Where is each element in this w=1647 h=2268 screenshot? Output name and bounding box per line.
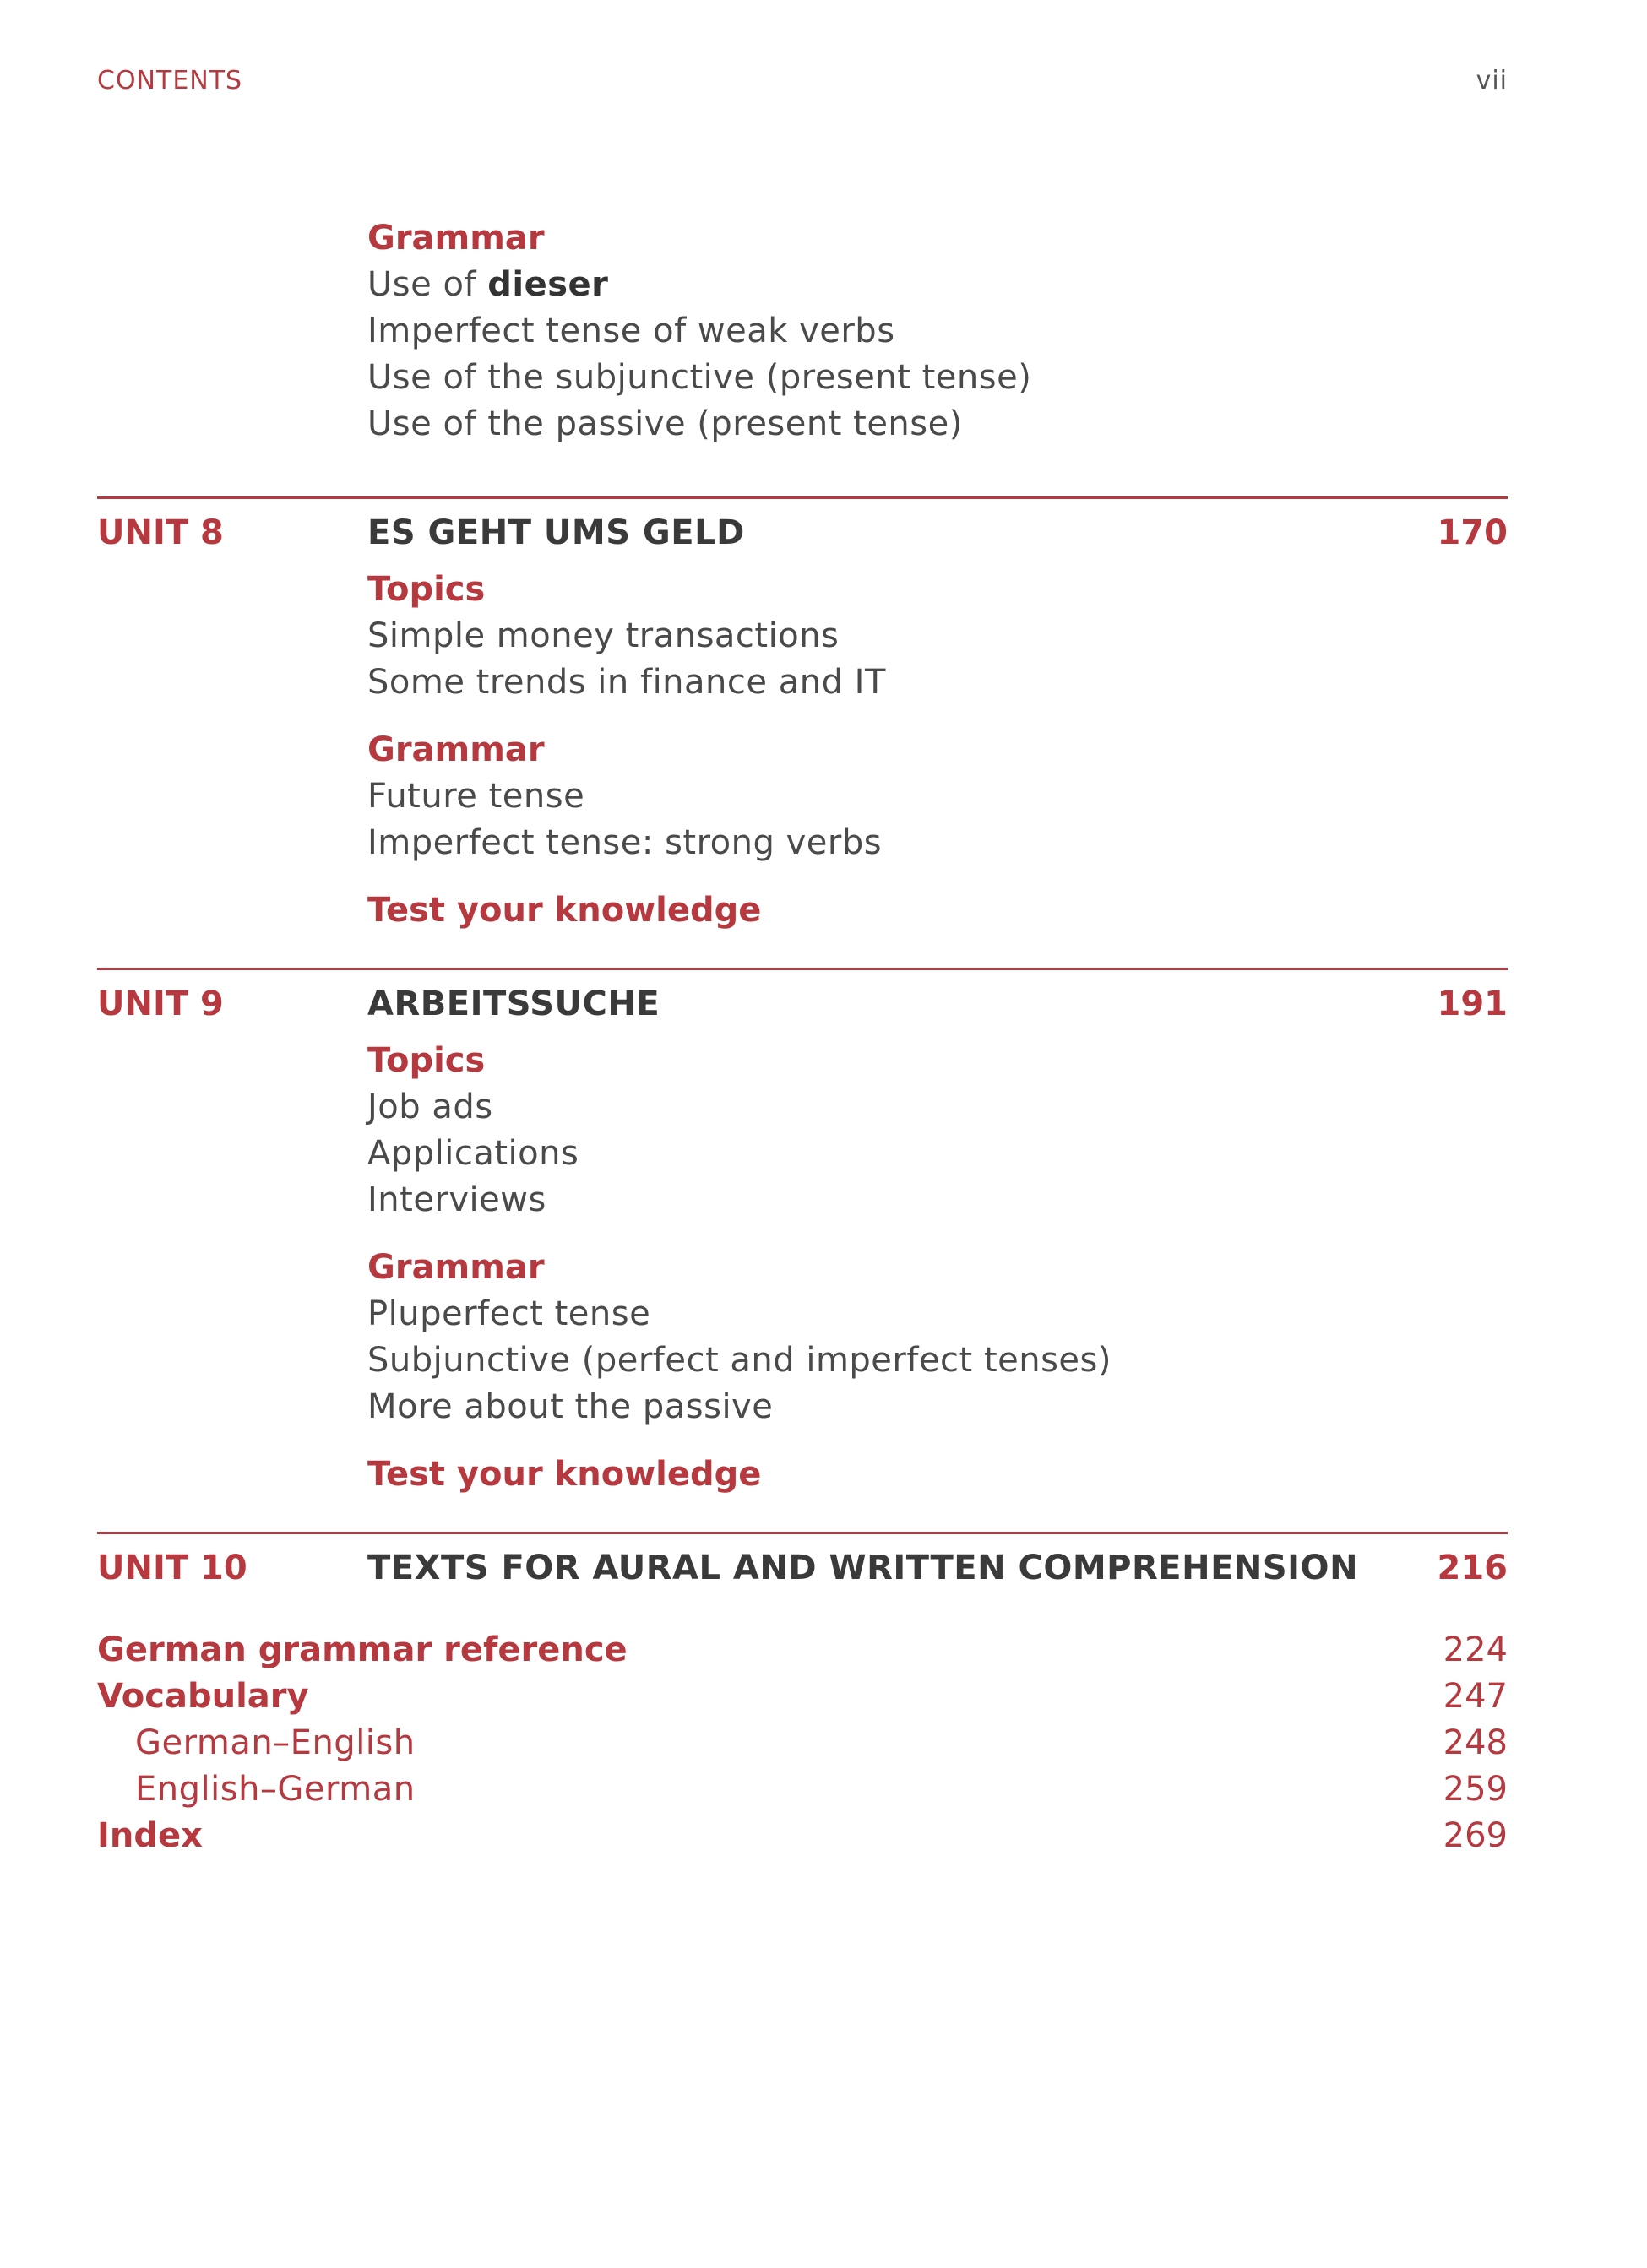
unit-8-details: [367, 567, 1508, 934]
unit-10-row[interactable]: [97, 1534, 1508, 1602]
back-matter-page: 247: [1443, 1677, 1508, 1716]
contents-list: [97, 215, 1508, 1859]
grammar-item: [367, 262, 1508, 308]
unit-title: ARBEITSSUCHE: [367, 985, 660, 1023]
grammar-item: More about the passive: [367, 1387, 774, 1426]
topic-item: Simple money transactions: [367, 616, 840, 655]
unit-label: UNIT 9: [97, 985, 224, 1023]
grammar-item: Subjunctive (perfect and imperfect tenses): [367, 1341, 1112, 1380]
grammar-item: Use of the subjunctive (present tense): [367, 358, 1032, 397]
grammar-heading: Grammar: [367, 219, 545, 258]
topics-heading: Topics: [367, 1041, 486, 1080]
back-matter-label: Vocabulary: [97, 1677, 309, 1716]
back-matter-page: 259: [1443, 1770, 1508, 1809]
unit-page: 191: [1437, 985, 1508, 1023]
unit-9-details: [367, 1038, 1508, 1498]
grammar-item: Imperfect tense: strong verbs: [367, 823, 883, 862]
grammar-heading: Grammar: [367, 730, 545, 769]
grammar-item: Use of the passive (present tense): [367, 404, 963, 443]
topic-item: Applications: [367, 1134, 579, 1173]
unit7-continued: [367, 215, 1508, 448]
page-number: vii: [1476, 65, 1508, 95]
unit-9-row[interactable]: [97, 970, 1508, 1038]
back-matter-page: 269: [1443, 1816, 1508, 1855]
back-matter-page: 224: [1443, 1630, 1508, 1669]
back-matter-row[interactable]: [97, 1813, 1508, 1859]
topics-heading: Topics: [367, 570, 486, 609]
grammar-item: Pluperfect tense: [367, 1294, 651, 1333]
back-matter-row[interactable]: [97, 1627, 1508, 1674]
grammar-heading: Grammar: [367, 1248, 545, 1287]
unit-title: TEXTS FOR AURAL AND WRITTEN COMPREHENSION: [367, 1549, 1359, 1587]
unit-label: UNIT 8: [97, 513, 224, 552]
unit-page: 216: [1437, 1549, 1508, 1587]
unit-page: 170: [1437, 513, 1508, 552]
grammar-item: Future tense: [367, 777, 585, 816]
topic-item: Some trends in finance and IT: [367, 663, 886, 702]
test-your-knowledge: Test your knowledge: [367, 1455, 762, 1494]
back-matter-row[interactable]: [97, 1766, 1508, 1813]
topic-item: Job ads: [367, 1088, 493, 1126]
topic-item: Interviews: [367, 1180, 546, 1219]
test-your-knowledge: Test your knowledge: [367, 891, 762, 930]
page-header: [97, 59, 1508, 101]
back-matter-label: German grammar reference: [97, 1630, 628, 1669]
back-matter-label: Index: [97, 1816, 203, 1855]
back-matter-page: 248: [1443, 1723, 1508, 1762]
unit-title: ES GEHT UMS GELD: [367, 513, 745, 552]
grammar-item-bold-word: dieser: [487, 265, 609, 304]
back-matter-label: English–German: [135, 1770, 416, 1809]
grammar-item: Imperfect tense of weak verbs: [367, 312, 895, 350]
unit-label: UNIT 10: [97, 1549, 247, 1587]
back-matter-label: German–English: [135, 1723, 416, 1762]
back-matter: [97, 1627, 1508, 1859]
back-matter-row[interactable]: [97, 1720, 1508, 1766]
unit-8-row[interactable]: [97, 499, 1508, 567]
running-head: CONTENTS: [97, 65, 243, 95]
grammar-item-prefix: Use of: [367, 265, 488, 304]
back-matter-row[interactable]: [97, 1674, 1508, 1720]
